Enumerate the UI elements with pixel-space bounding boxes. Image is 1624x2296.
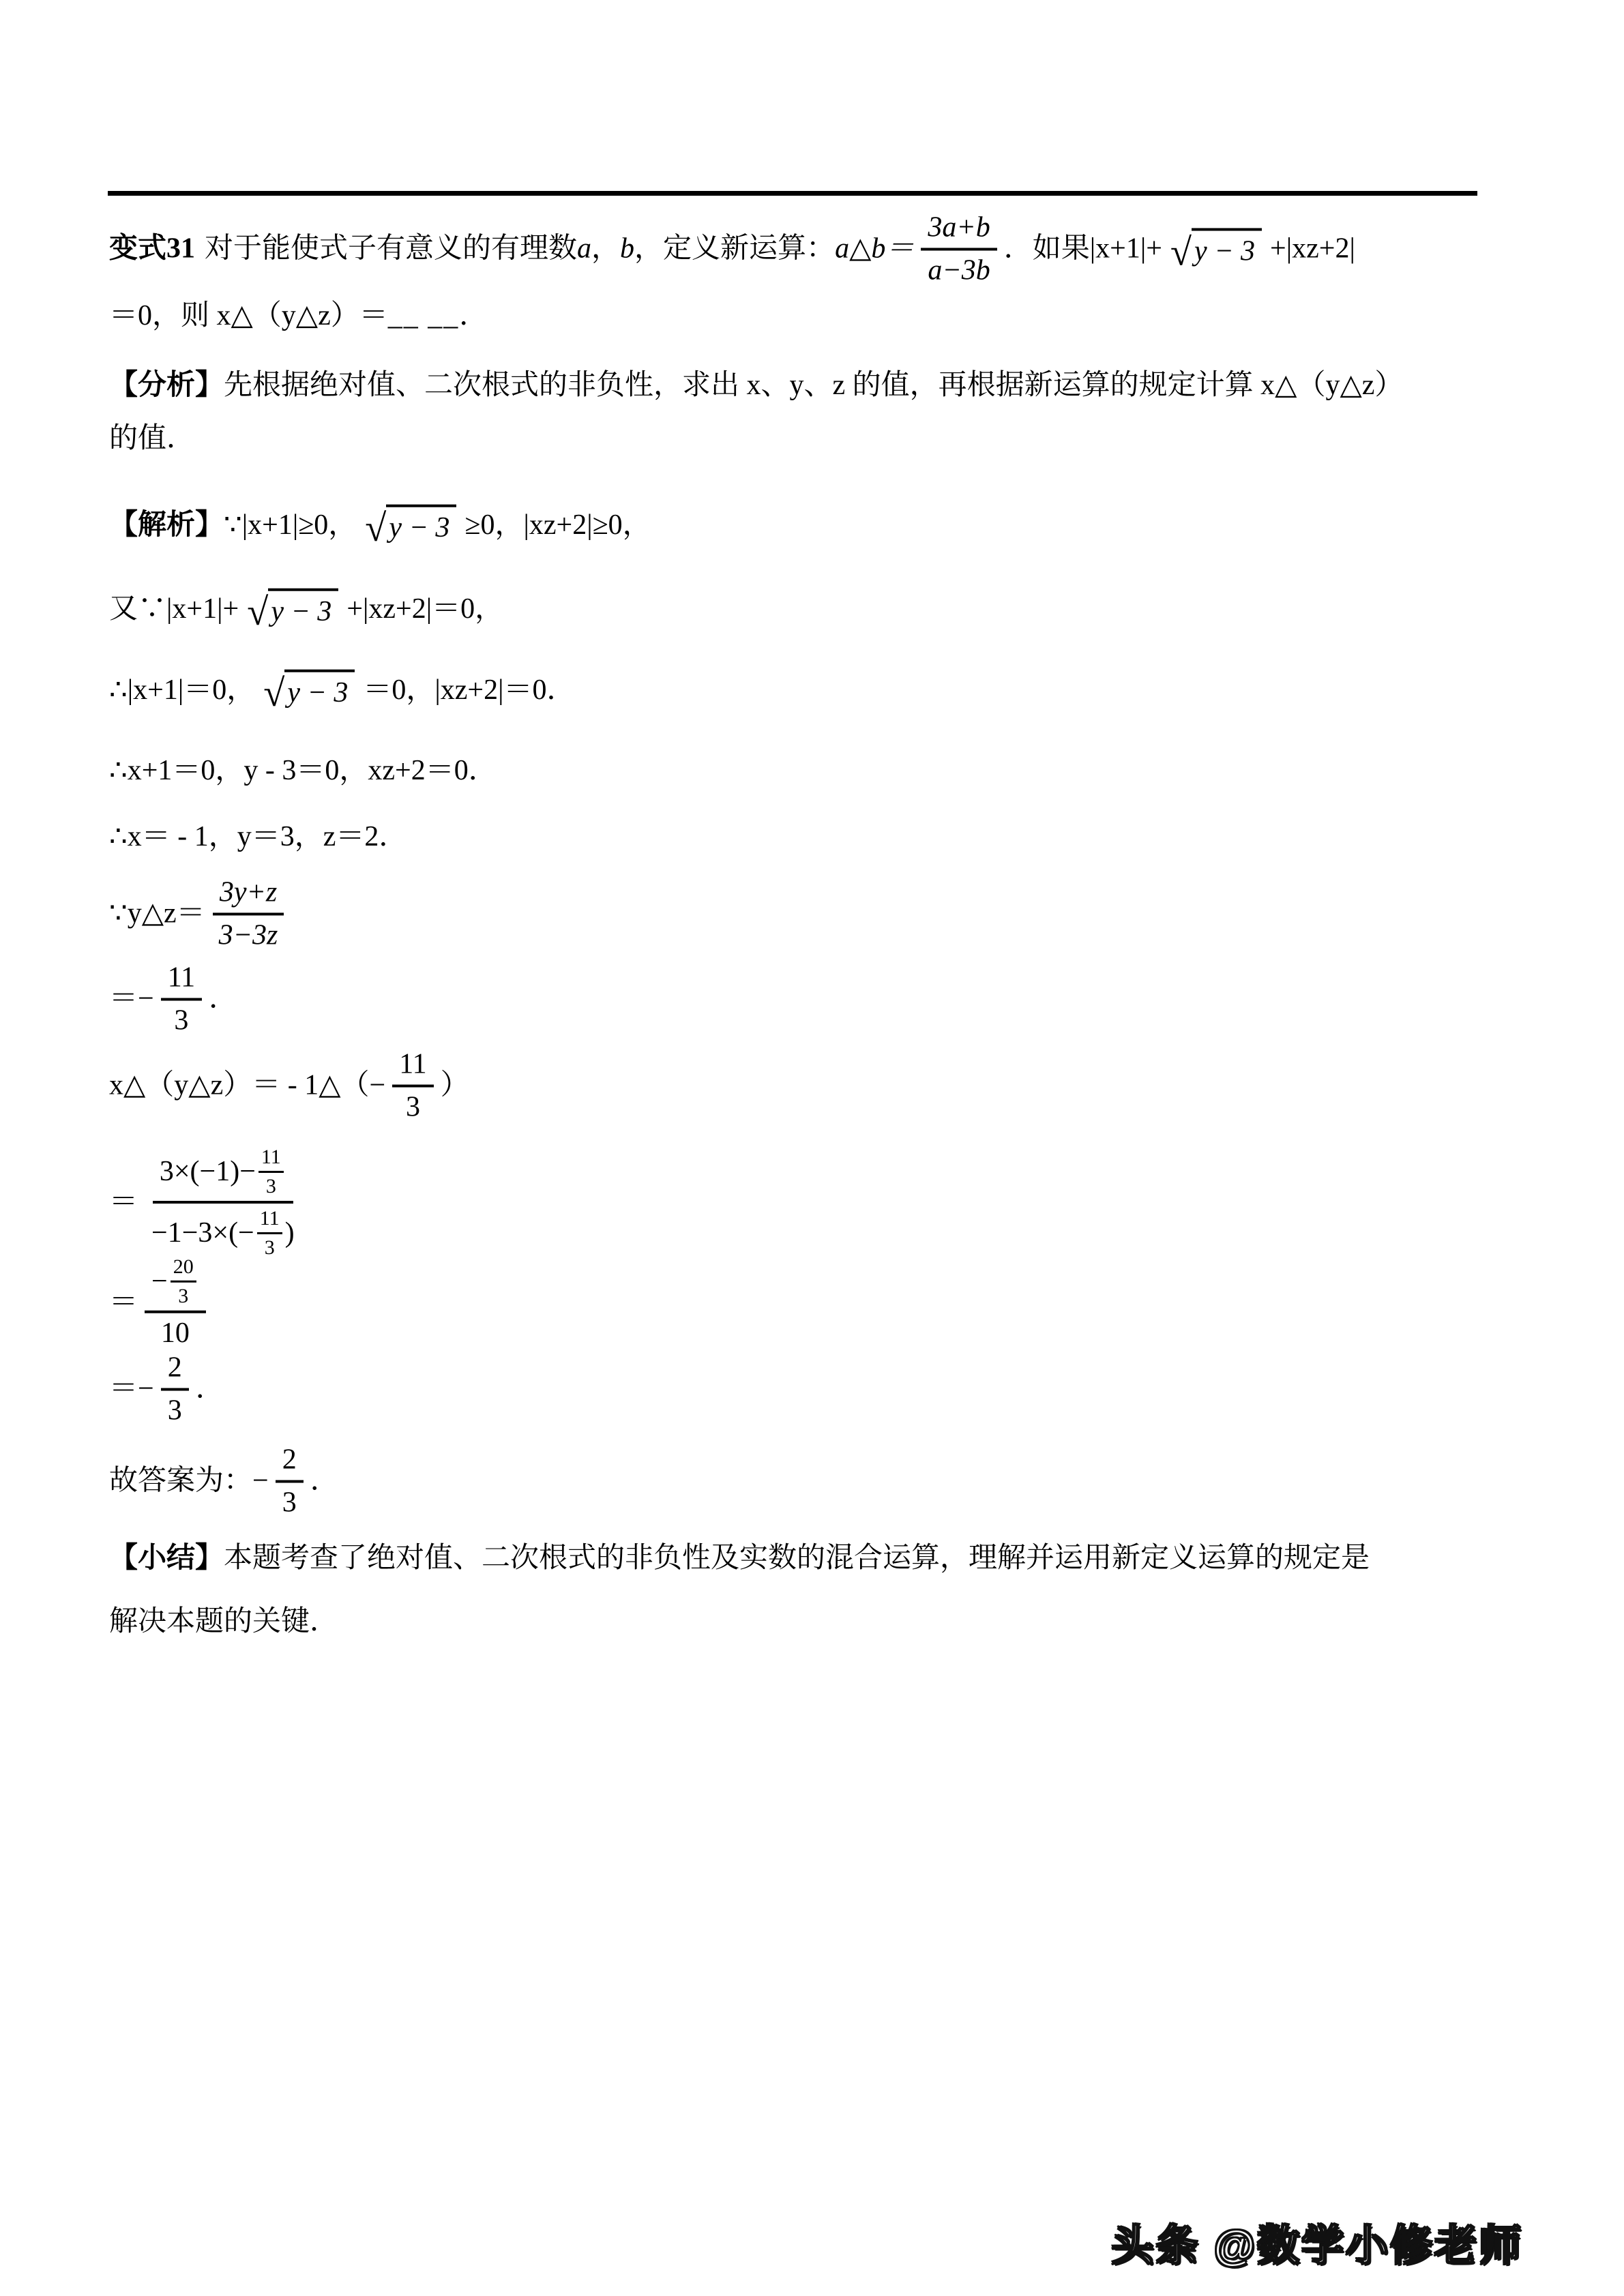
step3-post: ＝0，|xz+2|＝0． [363, 674, 576, 706]
fraction-denominator: 3 [167, 1395, 182, 1426]
problem-define-text: ，定义新运算： [634, 233, 836, 265]
solution-step-4 [109, 753, 497, 789]
solution-step-5 [109, 819, 407, 855]
sqrt-expression [1170, 228, 1262, 274]
fraction-denominator: 3 [265, 1174, 276, 1197]
fraction-numerator: 11 [259, 1144, 284, 1173]
step8-close: ） [440, 1069, 469, 1101]
problem-label: 变式31 [109, 233, 196, 265]
step2-post: +|xz+2|＝0， [346, 593, 504, 625]
fraction-numerator: 20 [171, 1254, 196, 1283]
problem-line-2 [109, 298, 488, 334]
step7-pre: ＝− [109, 983, 154, 1015]
summary-label: 【小结】 [109, 1542, 224, 1574]
radicand: y − 3 [386, 505, 456, 546]
step11-fraction [161, 1350, 189, 1429]
comma: ， [591, 233, 621, 265]
answer-period: ． [310, 1465, 339, 1497]
analysis-line-2 [109, 421, 195, 457]
summary-line-2 [109, 1604, 338, 1640]
step11-period: ． [195, 1373, 224, 1405]
solution-step-7 [109, 960, 237, 1039]
radical-sign-icon: √ [1170, 230, 1192, 274]
solution-step-8 [109, 1047, 469, 1125]
step7-fraction [161, 960, 202, 1039]
solution-step-3 [109, 670, 576, 715]
analysis-text-1: 先根据绝对值、二次根式的非负性，求出 x、y、z 的值，再根据新运算的规定计算 x△（y△z） [224, 369, 1404, 401]
fraction-numerator: 3a+b [921, 210, 996, 251]
answer-fraction [276, 1442, 304, 1521]
analysis-line-1 [109, 368, 1403, 404]
radical-sign-icon: √ [247, 591, 269, 634]
step7-period: ． [209, 983, 238, 1015]
sqrt-expression [247, 588, 338, 634]
radical-sign-icon: √ [365, 507, 387, 550]
solution-step-1 [109, 505, 651, 550]
fraction-denominator: a−3b [928, 254, 990, 286]
fraction-numerator: 11 [392, 1047, 433, 1088]
var-b: b [620, 233, 635, 265]
summary-line-1 [109, 1540, 1370, 1577]
fraction-numerator: 2 [276, 1442, 304, 1483]
problem-line2-period: ． [459, 299, 488, 331]
definition-fraction [921, 210, 996, 288]
nested-fraction [171, 1254, 196, 1309]
toutiao-watermark: 头条 @数学小修老师 [1111, 2222, 1523, 2269]
answer-pre: 故答案为：− [109, 1465, 269, 1497]
solution-step-10 [109, 1254, 213, 1352]
fraction-denominator: 3 [178, 1284, 189, 1307]
numerator-text: 3×(−1)− [159, 1155, 256, 1187]
step10-equals: ＝ [109, 1286, 138, 1318]
step1-pre: ∵|x+1|≥0， [224, 509, 357, 541]
solution-step-9 [109, 1144, 308, 1260]
step3-pre: ∴|x+1|＝0， [109, 674, 256, 706]
fraction-denominator: 3−3z [218, 919, 278, 951]
fraction-denominator: 10 [160, 1317, 190, 1349]
solution-label: 【解析】 [109, 509, 224, 541]
denominator-close: ) [284, 1217, 295, 1249]
big-fraction-numerator [153, 1144, 293, 1204]
final-answer-line [109, 1442, 339, 1521]
fraction-denominator: 3 [282, 1487, 297, 1518]
step9-equals: ＝ [109, 1186, 138, 1218]
solution-step-2 [109, 588, 504, 634]
step4-text: ∴x+1＝0，y - 3＝0，xz+2＝0． [109, 754, 497, 786]
fraction-numerator: 3y+z [213, 875, 284, 916]
problem-if-text: ．如果|x+1|+ [1003, 233, 1162, 265]
step6-pre: ∵y△z＝ [109, 897, 205, 929]
fraction-denominator: 3 [264, 1236, 275, 1259]
step6-fraction [212, 875, 285, 953]
solution-step-11 [109, 1350, 224, 1429]
fraction-denominator: 3 [405, 1091, 420, 1122]
fraction-numerator: 2 [161, 1350, 189, 1391]
step8-pre: x△（y△z）＝ - 1△（− [109, 1069, 386, 1101]
fraction-numerator: 11 [161, 960, 202, 1001]
fraction-denominator: 3 [174, 1004, 189, 1036]
fraction-numerator [145, 1254, 206, 1313]
radicand: y − 3 [1192, 228, 1262, 270]
step11-pre: ＝− [109, 1373, 154, 1405]
problem-intro: 对于能使式子有意义的有理数 [205, 233, 578, 265]
answer-blank: __ __ [387, 299, 460, 331]
summary-text-2: 解决本题的关键． [109, 1605, 339, 1637]
nested-fraction [257, 1206, 282, 1260]
problem-after-sqrt: +|xz+2| [1270, 233, 1355, 265]
step1-post: ≥0，|xz+2|≥0， [464, 509, 651, 541]
step2-pre: 又∵|x+1|+ [109, 593, 239, 625]
solution-step-6 [109, 875, 291, 953]
step8-fraction [392, 1047, 433, 1125]
problem-line2-text: ＝0，则 x△（y△z）＝ [109, 299, 388, 331]
problem-line-1 [109, 210, 1355, 288]
analysis-label: 【分析】 [109, 369, 224, 401]
fraction-numerator: 11 [257, 1206, 282, 1234]
sqrt-expression [365, 505, 456, 550]
summary-text-1: 本题考查了绝对值、二次根式的非负性及实数的混合运算，理解并运用新定义运算的规定是 [224, 1542, 1370, 1574]
big-fraction-denominator [145, 1204, 301, 1260]
var-a: a [577, 233, 592, 265]
denominator-text: −1−3×(− [151, 1217, 254, 1249]
top-divider-rule [108, 191, 1477, 196]
radicand: y − 3 [268, 588, 338, 630]
step10-fraction [145, 1254, 206, 1352]
radical-sign-icon: √ [263, 672, 285, 715]
operation-lhs: a△b＝ [835, 233, 915, 265]
minus-sign: − [151, 1265, 168, 1297]
nested-fraction [259, 1144, 284, 1199]
analysis-text-2: 的值． [109, 422, 196, 454]
radicand: y − 3 [284, 670, 355, 711]
step9-big-fraction [145, 1144, 301, 1260]
sqrt-expression [263, 670, 355, 715]
step5-text: ∴x＝ - 1，y＝3，z＝2． [109, 820, 408, 852]
